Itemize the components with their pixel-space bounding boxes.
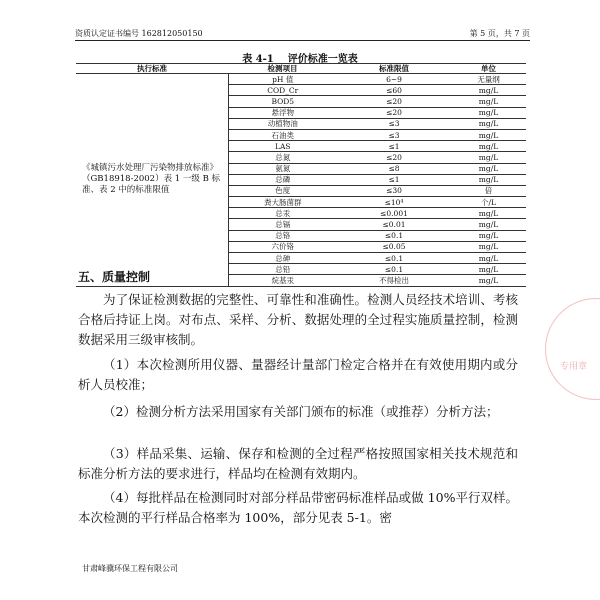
cell-item: 总铅 xyxy=(228,264,337,275)
cell-limit: ≤3 xyxy=(337,129,451,140)
cell-limit: ≤0.001 xyxy=(337,208,451,219)
header-limit: 标准限值 xyxy=(337,64,451,74)
cell-unit: mg/L xyxy=(451,129,526,140)
cell-limit: ≤1 xyxy=(337,174,451,185)
cell-limit: ≤20 xyxy=(337,107,451,118)
table-row xyxy=(76,74,526,85)
cell-item: LAS xyxy=(228,141,337,152)
cell-unit: 个/L xyxy=(451,197,526,208)
section-title: 五、质量控制 xyxy=(78,270,151,284)
cell-unit: mg/L xyxy=(451,96,526,107)
cell-unit: mg/L xyxy=(451,118,526,129)
cell-item: 总铬 xyxy=(228,230,337,241)
cell-item: 总镉 xyxy=(228,219,337,230)
cell-limit: 不得检出 xyxy=(337,275,451,286)
cell-unit: mg/L xyxy=(451,241,526,252)
qc-item-3: （3）样品采集、运输、保存和检测的全过程严格按照国家相关技术规范和标准分析方法的要求进行，样品均在检测有效期内。 xyxy=(78,446,518,481)
standard-name: 《城镇污水处理厂污染物排放标准》（GB18918-2002）表 1 一级 B 标准、表 2 中的标准限值 xyxy=(76,74,228,287)
cell-item: 色度 xyxy=(228,185,337,196)
table-header-row xyxy=(76,64,526,74)
cell-limit: ≤0.1 xyxy=(337,253,451,264)
cell-item: 六价铬 xyxy=(228,241,337,252)
cell-limit: ≤0.05 xyxy=(337,241,451,252)
cell-unit: mg/L xyxy=(451,275,526,286)
cell-unit: mg/L xyxy=(451,141,526,152)
cell-item: 氨氮 xyxy=(228,163,337,174)
page-header xyxy=(75,28,530,41)
standards-table xyxy=(76,63,526,287)
cell-item: BOD5 xyxy=(228,96,337,107)
cell-unit: mg/L xyxy=(451,85,526,96)
cell-item: 总砷 xyxy=(228,253,337,264)
header-item: 检测项目 xyxy=(228,64,337,74)
cell-limit: ≤3 xyxy=(337,118,451,129)
cell-item: 石油类 xyxy=(228,129,337,140)
qc-item-1: （1）本次检测所用仪器、量器经计量部门检定合格并在有效使用期内或分析人员校准； xyxy=(78,357,518,392)
cell-item: 总汞 xyxy=(228,208,337,219)
company-seal xyxy=(545,298,600,400)
cell-item: 烷基汞 xyxy=(228,275,337,286)
cell-limit: ≤20 xyxy=(337,152,451,163)
cell-unit: mg/L xyxy=(451,208,526,219)
section-intro: 为了保证检测数据的完整性、可靠性和准确性。检测人员经技术培训、考核合格后持证上岗。对布点、采样、分析、数据处理的全过程实施质量控制，检测数据采用三级审核制。 xyxy=(78,292,518,347)
page-number: 第 5 页，共 7 页 xyxy=(469,29,530,38)
cell-item: 悬浮物 xyxy=(228,107,337,118)
cell-limit: ≤8 xyxy=(337,163,451,174)
cell-limit: ≤30 xyxy=(337,185,451,196)
cell-unit: mg/L xyxy=(451,253,526,264)
seal-text: 专用章 xyxy=(560,362,588,372)
header-unit: 单位 xyxy=(451,64,526,74)
cell-unit: mg/L xyxy=(451,174,526,185)
cell-limit: ≤60 xyxy=(337,85,451,96)
qc-item-2: （2）检测分析方法采用国家有关部门颁布的标准（或推荐）分析方法； xyxy=(103,404,499,419)
cell-limit: 6~9 xyxy=(337,74,451,85)
cell-limit: ≤0.01 xyxy=(337,219,451,230)
cell-limit: ≤0.1 xyxy=(337,264,451,275)
cell-item: pH 值 xyxy=(228,74,337,85)
cell-item: COD_Cr xyxy=(228,85,337,96)
cell-unit: mg/L xyxy=(451,219,526,230)
cell-unit: 倍 xyxy=(451,185,526,196)
cell-limit: ≤0.1 xyxy=(337,230,451,241)
cell-unit: 无量纲 xyxy=(451,74,526,85)
cell-unit: mg/L xyxy=(451,152,526,163)
cell-item: 总氮 xyxy=(228,152,337,163)
table-caption-title: 评价标准一览表 xyxy=(287,54,358,65)
footer-company: 甘肃峰骥环保工程有限公司 xyxy=(82,564,178,573)
cell-unit: mg/L xyxy=(451,230,526,241)
qc-item-4: （4）每批样品在检测同时对部分样品带密码标准样品或做 10%平行双样。本次检测的平行样品合格率为 100%，部分见表 5-1。密 xyxy=(78,490,518,525)
cell-unit: mg/L xyxy=(451,264,526,275)
table-caption-number: 表 4-1 xyxy=(242,54,274,65)
header-standard: 执行标准 xyxy=(76,64,228,74)
cell-item: 总磷 xyxy=(228,174,337,185)
cell-limit: ≤10⁴ xyxy=(337,197,451,208)
table-body xyxy=(76,74,526,287)
cell-limit: ≤1 xyxy=(337,141,451,152)
certificate-number: 资质认定证书编号 162812050150 xyxy=(75,29,203,38)
cell-unit: mg/L xyxy=(451,163,526,174)
cell-unit: mg/L xyxy=(451,107,526,118)
cell-item: 动植物油 xyxy=(228,118,337,129)
cell-limit: ≤20 xyxy=(337,96,451,107)
cell-item: 粪大肠菌群 xyxy=(228,197,337,208)
